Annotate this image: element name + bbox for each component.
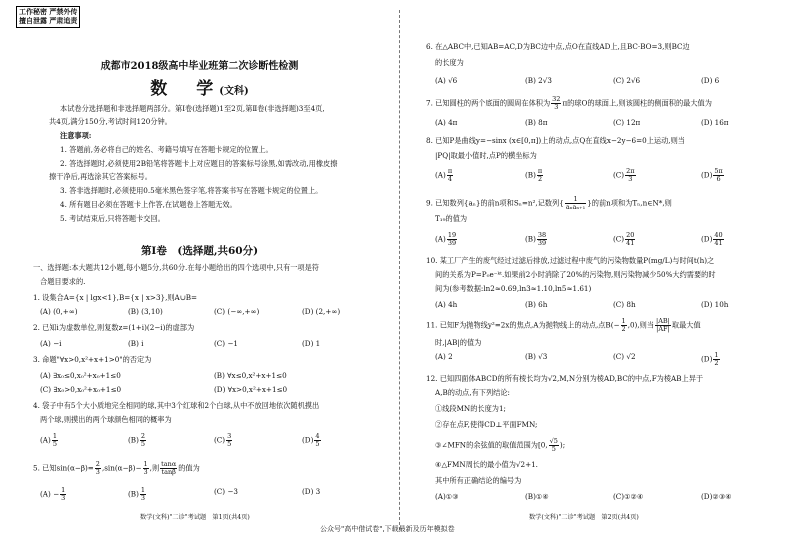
q8-stem-2: |PQ|取最小值时,点P的横坐标为 bbox=[435, 151, 537, 160]
q12-option-d: (D)②③④ bbox=[701, 492, 732, 501]
q7-option-a: (A) 4π bbox=[435, 118, 458, 127]
q2-option-a: (A) −i bbox=[40, 339, 62, 348]
q12-statement-4: ④△FMN周长的最小值为√2+1. bbox=[435, 460, 538, 469]
q5-stem: 5. 已知sin(α−β)= $\frac{2}{3}$ ,sin(α−β)− $\frac{1}{3}$ ,则 $\frac{\tan\alpha}{\tan\beta}$ 的值为 bbox=[33, 460, 200, 476]
q9-stem: 9. 已知数列{aₙ}的前n项和Sₙ=n²,记数列{ $\frac{1}{\text{aₙaₙ₊₁}}$ }的前n项和为Tₙ,n∈N*,则 bbox=[426, 195, 672, 211]
q8-options bbox=[435, 168, 790, 188]
q12-option-a: (A)①③ bbox=[435, 492, 459, 501]
q3-option-b: (B) ∀x≤0,x²+x+1≤0 bbox=[214, 371, 287, 380]
note-2: 2. 答选择题时,必须使用2B铅笔将答题卡上对应题目的答案标号涂黑,如需改动,用橡皮擦 bbox=[60, 159, 338, 168]
q5-options bbox=[40, 487, 395, 507]
intro-line-2: 共4页,满分150分,考试时间120分钟。 bbox=[49, 117, 172, 126]
q10-option-c: (C) 8h bbox=[613, 300, 636, 309]
q12-option-c: (C)①②④ bbox=[613, 492, 644, 501]
q2-option-b: (B) i bbox=[128, 339, 144, 348]
stamp-line-1: 工作秘密 严禁外传 bbox=[19, 8, 78, 16]
q6-option-c: (C) 2√6 bbox=[613, 76, 641, 85]
q12-option-b: (B)①④ bbox=[525, 492, 549, 501]
q7-option-c: (C) 12π bbox=[613, 118, 641, 127]
q12-prompt: 其中所有正确结论的编号为 bbox=[435, 476, 522, 485]
section-1-desc-1: 一、选择题:本大题共12小题,每小题5分,共60分.在每小题给出的四个选项中,只有一项是符 bbox=[33, 263, 319, 272]
confidential-stamp bbox=[16, 6, 80, 28]
q11-options bbox=[435, 352, 790, 372]
q8-option-b: (B) $\frac{\pi}{2}$ bbox=[525, 167, 543, 183]
q9-option-d: (D) $\frac{40}{41}$ bbox=[701, 231, 723, 247]
q9-option-b: (B) $\frac{38}{39}$ bbox=[525, 231, 547, 247]
q1-stem: 1. 设集合A={x | lgx<1},B={x | x>3},则A∪B= bbox=[33, 293, 198, 302]
intro-line-1: 本试卷分选择题和非选择题两部分。第Ⅰ卷(选择题)1至2页,第Ⅱ卷(非选择题)3至4页, bbox=[60, 104, 325, 113]
q4-option-c: (C) $\frac{3}{5}$ bbox=[214, 432, 232, 448]
q12-stem-2: A,B的动点,有下列结论: bbox=[435, 388, 510, 397]
q2-stem: 2. 已知i为虚数单位,则复数z=(1+i)(2−i)的虚部为 bbox=[33, 323, 195, 332]
q1-option-a: (A) (0,+∞) bbox=[40, 307, 78, 316]
q12-stem: 12. 已知四面体ABCD的所有棱长均为√2,M,N分别为棱AD,BC的中点,F为棱AB上异于 bbox=[426, 374, 704, 383]
q8-option-a: (A) $\frac{\pi}{4}$ bbox=[435, 167, 453, 183]
q10-option-a: (A) 4h bbox=[435, 300, 458, 309]
q4-stem-2: 两个球,则摸出的两个球颜色相同的概率为 bbox=[40, 415, 172, 424]
q5-option-d: (D) 3 bbox=[302, 487, 321, 496]
q7-option-b: (B) 8π bbox=[525, 118, 548, 127]
q10-option-d: (D) 10h bbox=[701, 300, 729, 309]
q8-stem: 8. 已知P是曲线y=−sinx (x∈[0,π])上的动点,点Q在直线x−2y−6=0上运动,则当 bbox=[426, 136, 685, 145]
q6-option-a: (A) √6 bbox=[435, 76, 458, 85]
q4-option-d: (D) $\frac{4}{5}$ bbox=[302, 432, 320, 448]
q5-option-a: (A) − $\frac{1}{3}$ bbox=[40, 486, 66, 502]
q11-option-c: (C) √2 bbox=[613, 352, 636, 361]
q3-option-d: (D) ∀x>0,x²+x+1≤0 bbox=[214, 385, 288, 394]
q12-statement-2: ②存在点F,使得CD⊥平面FMN; bbox=[435, 420, 538, 429]
q1-option-c: (C) (−∞,+∞) bbox=[214, 307, 260, 316]
q8-option-d: (D) $\frac{5\pi}{6}$ bbox=[701, 167, 723, 183]
q11-stem-2: 时,|AB|的值为 bbox=[435, 338, 482, 347]
q6-option-d: (D) 6 bbox=[701, 76, 720, 85]
q10-option-b: (B) 6h bbox=[525, 300, 548, 309]
q3-stem: 3. 命题"∀x>0,x²+x+1>0"的否定为 bbox=[33, 355, 152, 364]
note-1: 1. 答题前,务必将自己的姓名、考籍号填写在答题卡规定的位置上。 bbox=[60, 145, 273, 154]
subject-name: 数 学 bbox=[150, 79, 220, 99]
bottom-watermark-note: 公众号"高中借试卷",下载最新及历年模拟卷 bbox=[320, 525, 455, 533]
q4-option-b: (B) $\frac{2}{5}$ bbox=[128, 432, 146, 448]
note-4: 4. 所有题目必须在答题卡上作答,在试题卷上答题无效。 bbox=[60, 200, 237, 209]
stamp-line-2: 擅自泄露 严肃追责 bbox=[19, 17, 78, 25]
q2-option-d: (D) 1 bbox=[302, 339, 321, 348]
footer-left: 数学(文科)"二诊"考试题 第1页(共4页) bbox=[140, 514, 250, 521]
q10-stem: 10. 某工厂产生的废气经过过滤后排放,过滤过程中废气的污染物数量P(mg/L)与时间t(h)之 bbox=[426, 256, 715, 265]
q9-option-a: (A) $\frac{19}{39}$ bbox=[435, 231, 457, 247]
page-right bbox=[399, 0, 794, 546]
q9-options bbox=[435, 232, 790, 252]
q4-options bbox=[40, 433, 395, 453]
q3-option-a: (A) ∃x₀≤0,x₀²+x₀+1≤0 bbox=[40, 371, 121, 380]
q11-option-b: (B) √3 bbox=[525, 352, 548, 361]
q10-stem-3: 间为(参考数据:ln2≈0.69,ln3≈1.10,ln5≈1.61) bbox=[435, 284, 592, 293]
section-1-desc-2: 合题目要求的. bbox=[40, 277, 86, 286]
q8-option-c: (C) $\frac{2\pi}{3}$ bbox=[613, 167, 635, 183]
footer-right: 数学(文科)"二诊"考试题 第2页(共4页) bbox=[529, 514, 639, 521]
q11-option-d: (D) $\frac{1}{2}$ bbox=[701, 351, 719, 367]
q6-option-b: (B) 2√3 bbox=[525, 76, 552, 85]
q10-stem-2: 间的关系为P=P₀e⁻ᵏᵗ.如果前2小时消除了20%的污染物,则污染物减少50%大约需要的时 bbox=[435, 270, 716, 279]
q2-option-c: (C) −1 bbox=[214, 339, 238, 348]
notes-title: 注意事项: bbox=[60, 131, 92, 140]
subject-sub: (文科) bbox=[219, 86, 249, 97]
q6-stem: 6. 在△ABC中,已知AB=AC,D为BC边中点,点O在直线AD上,且BC·BO=3,则BC边 bbox=[426, 42, 690, 51]
q7-option-d: (D) 16π bbox=[701, 118, 729, 127]
q4-stem: 4. 袋子中有5个大小质地完全相同的球,其中3个红球和2个白球,从中不放回地依次随机摸出 bbox=[33, 401, 320, 410]
q7-stem: 7. 已知圆柱的两个底面的圆周在体积为 $\frac{32}{3}$ π的球O的球面上,则该圆柱的侧面积的最大值为 bbox=[426, 95, 712, 111]
q12-statement-1: ①线段MN的长度为1; bbox=[435, 404, 506, 413]
note-3: 3. 答非选择题时,必须使用0.5毫米黑色签字笔,将答案书写在答题卡规定的位置上。 bbox=[60, 186, 323, 195]
q9-stem-2: T₁₉的值为 bbox=[435, 214, 468, 223]
note-5: 5. 考试结束后,只将答题卡交回。 bbox=[60, 214, 165, 223]
q11-option-a: (A) 2 bbox=[435, 352, 453, 361]
q9-option-c: (C) $\frac{20}{41}$ bbox=[613, 231, 635, 247]
q6-stem-2: 的长度为 bbox=[435, 58, 464, 67]
note-2b: 擦干净后,再选涂其它答案标号。 bbox=[49, 172, 152, 181]
q12-statement-3: ③∠MFN的余弦值的取值范围为[0, $\frac{√5}{5}$ ); bbox=[435, 437, 566, 453]
q3-option-c: (C) ∃x₀>0,x₀²+x₀+1≤0 bbox=[40, 385, 122, 394]
exam-title: 成都市2018级高中毕业班第二次诊断性检测 bbox=[100, 61, 299, 72]
q1-option-b: (B) (3,10) bbox=[128, 307, 163, 316]
q1-option-d: (D) (2,+∞) bbox=[302, 307, 341, 316]
q5-option-c: (C) −3 bbox=[214, 487, 238, 496]
q11-stem: 11. 已知F为抛物线y²=2x的焦点,A为抛物线上的动点,点B(− $\frac{1}{2}$ ,0),则当 $\frac{|AB|}{|AF|}$ 取最大值 bbox=[426, 317, 701, 333]
q4-option-a: (A) $\frac{1}{5}$ bbox=[40, 432, 57, 448]
section-1-title: 第Ⅰ卷 (选择题,共60分) bbox=[140, 245, 259, 257]
subject-title bbox=[0, 74, 399, 99]
q5-option-b: (B) $\frac{1}{3}$ bbox=[128, 486, 146, 502]
